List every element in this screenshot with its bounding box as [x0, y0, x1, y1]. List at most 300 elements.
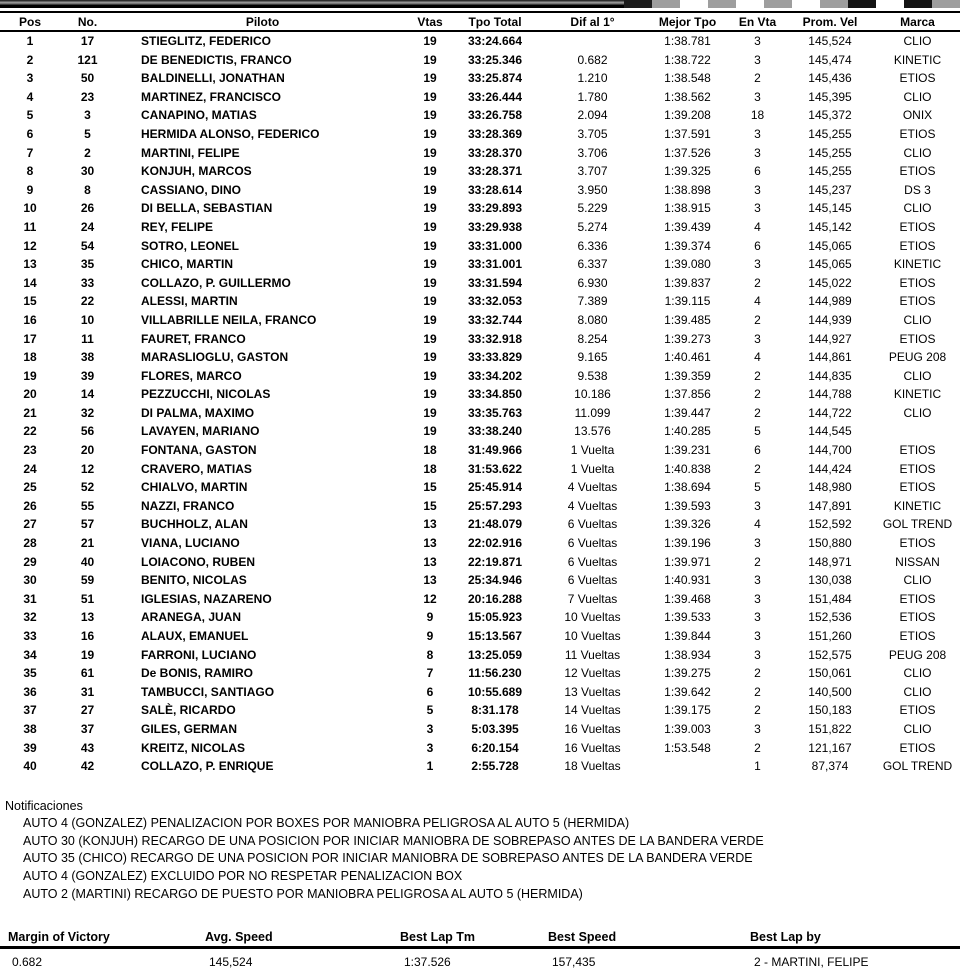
- cell-tpo-total: 22:19.871: [467, 554, 523, 569]
- cell-prom-vel: 87,374: [811, 759, 849, 774]
- cell-pos: 35: [23, 666, 37, 681]
- summary-value-avg-speed: 145,524: [209, 954, 253, 969]
- cell-vtas: 13: [423, 573, 437, 588]
- cell-prom-vel: 145,372: [808, 108, 852, 123]
- cell-en-vta: 2: [754, 554, 761, 569]
- cell-prom-vel: 140,500: [808, 684, 852, 699]
- cell-no: 27: [80, 703, 95, 718]
- cell-prom-vel: 144,989: [808, 294, 852, 309]
- cell-prom-vel: 145,022: [808, 275, 852, 290]
- cell-tpo-total: 33:32.053: [467, 294, 523, 309]
- cell-marca: ETIOS: [899, 740, 936, 755]
- cell-vtas: 19: [423, 312, 437, 327]
- cell-dif-al-1: 13.576: [574, 424, 611, 439]
- cell-pos: 13: [23, 257, 37, 272]
- cell-no: 61: [80, 666, 95, 681]
- cell-vtas: 19: [423, 164, 437, 179]
- cell-en-vta: 5: [754, 424, 761, 439]
- table-row: [0, 627, 960, 646]
- cell-pos: 34: [23, 647, 37, 662]
- cell-prom-vel: 152,536: [808, 610, 852, 625]
- cell-pos: 2: [26, 52, 34, 67]
- cell-vtas: 19: [423, 238, 437, 253]
- cell-dif-al-1: 3.705: [577, 126, 608, 141]
- cell-prom-vel: 150,183: [808, 703, 852, 718]
- cell-pos: 3: [26, 71, 34, 86]
- cell-prom-vel: 145,142: [808, 219, 852, 234]
- cell-no: 19: [80, 647, 95, 662]
- cell-mejor-tpo: 1:40.838: [664, 461, 711, 476]
- cell-tpo-total: 33:33.829: [467, 350, 523, 365]
- cell-vtas: 7: [426, 666, 434, 681]
- cell-vtas: 5: [426, 703, 434, 718]
- cell-mejor-tpo: 1:39.971: [664, 554, 711, 569]
- cell-prom-vel: 148,980: [808, 480, 852, 495]
- cell-no: 121: [77, 52, 98, 67]
- cell-tpo-total: 20:16.288: [467, 591, 523, 606]
- cell-pos: 40: [23, 759, 37, 774]
- cell-en-vta: 3: [754, 331, 761, 346]
- flag-block: [932, 0, 960, 8]
- cell-vtas: 12: [423, 591, 437, 606]
- cell-piloto: GILES, GERMAN: [141, 721, 238, 736]
- cell-prom-vel: 145,065: [808, 257, 852, 272]
- summary-label-avg-speed: Avg. Speed: [205, 929, 273, 944]
- cell-vtas: 9: [426, 629, 434, 643]
- cell-dif-al-1: 4 Vueltas: [567, 498, 618, 513]
- cell-en-vta: 5: [754, 480, 761, 495]
- cell-no: 32: [80, 405, 95, 420]
- cell-piloto: VILLABRILLE NEILA, FRANCO: [141, 312, 317, 327]
- table-row: [0, 497, 960, 516]
- notifications-list: [5, 815, 960, 904]
- cell-piloto: MARTINI, FELIPE: [141, 145, 240, 160]
- table-row: [0, 739, 960, 758]
- cell-tpo-total: 33:32.918: [467, 331, 523, 346]
- table-row: [0, 720, 960, 739]
- cell-dif-al-1: 16 Vueltas: [564, 721, 621, 736]
- cell-piloto: PEZZUCCHI, NICOLAS: [141, 387, 271, 402]
- flag-block: [624, 0, 652, 8]
- cell-piloto: MARTINEZ, FRANCISCO: [141, 89, 281, 104]
- cell-piloto: VIANA, LUCIANO: [141, 536, 240, 551]
- cell-piloto: MARASLIOGLU, GASTON: [141, 350, 289, 365]
- cell-vtas: 18: [423, 443, 437, 458]
- cell-tpo-total: 11:56.230: [468, 666, 522, 681]
- cell-dif-al-1: 5.229: [577, 201, 608, 216]
- cell-no: 59: [80, 573, 95, 588]
- cell-tpo-total: 33:26.758: [467, 108, 523, 123]
- cell-piloto: FONTANA, GASTON: [141, 443, 257, 458]
- cell-tpo-total: 33:25.346: [467, 52, 523, 67]
- table-row: [0, 571, 960, 590]
- cell-prom-vel: 145,255: [808, 145, 852, 160]
- cell-vtas: 15: [423, 480, 437, 495]
- cell-dif-al-1: 6.930: [577, 275, 608, 290]
- cell-mejor-tpo: 1:39.326: [664, 517, 711, 532]
- cell-vtas: 19: [423, 294, 437, 309]
- cell-mejor-tpo: 1:40.285: [664, 424, 711, 439]
- table-row: [0, 441, 960, 460]
- cell-pos: 20: [23, 387, 37, 402]
- cell-no: 23: [80, 89, 95, 104]
- cell-piloto: BENITO, NICOLAS: [141, 573, 247, 588]
- cell-pos: 18: [23, 350, 37, 365]
- cell-pos: 26: [23, 498, 37, 513]
- cell-piloto: BUCHHOLZ, ALAN: [141, 517, 248, 532]
- cell-en-vta: 3: [754, 591, 761, 606]
- cell-vtas: 3: [426, 721, 434, 736]
- cell-piloto: IGLESIAS, NAZARENO: [141, 591, 272, 606]
- cell-marca: CLIO: [903, 666, 932, 681]
- summary-value-best-lap-tm: 1:37.526: [404, 954, 451, 969]
- cell-vtas: 9: [426, 610, 434, 625]
- cell-dif-al-1: 6 Vueltas: [567, 554, 618, 569]
- table-row: [0, 237, 960, 256]
- cell-en-vta: 4: [754, 294, 761, 309]
- cell-dif-al-1: 9.538: [577, 368, 608, 383]
- cell-piloto: LAVAYEN, MARIANO: [141, 424, 260, 439]
- cell-prom-vel: 150,061: [808, 666, 852, 681]
- notification-item: AUTO 30 (KONJUH) RECARGO DE UNA POSICION POR INICIAR MANIOBRA DE SOBREPASO ANTES DE LA BANDERA VERDE: [23, 833, 764, 848]
- cell-marca: CLIO: [903, 89, 932, 104]
- cell-vtas: 19: [423, 108, 437, 123]
- cell-no: 57: [80, 517, 95, 532]
- cell-mejor-tpo: 1:39.642: [664, 684, 711, 699]
- cell-tpo-total: 10:55.689: [467, 684, 523, 699]
- cell-tpo-total: 33:31.594: [467, 275, 523, 290]
- cell-dif-al-1: 18 Vueltas: [564, 759, 621, 774]
- cell-tpo-total: 33:31.001: [467, 257, 523, 272]
- cell-en-vta: 2: [754, 461, 761, 476]
- cell-pos: 37: [23, 703, 37, 718]
- cell-marca: ETIOS: [899, 331, 936, 346]
- cell-vtas: 19: [423, 257, 437, 272]
- table-row: [0, 162, 960, 181]
- cell-en-vta: 3: [754, 89, 761, 104]
- cell-pos: 7: [26, 145, 34, 160]
- cell-prom-vel: 147,891: [808, 498, 852, 513]
- cell-piloto: TAMBUCCI, SANTIAGO: [141, 684, 275, 699]
- cell-piloto: DI BELLA, SEBASTIAN: [141, 201, 273, 216]
- cell-prom-vel: 145,237: [808, 182, 852, 197]
- cell-mejor-tpo: 1:40.461: [664, 350, 711, 365]
- summary-value-margin-of-victory: 0.682: [12, 954, 43, 969]
- cell-mejor-tpo: [645, 757, 730, 776]
- table-row: [0, 181, 960, 200]
- cell-prom-vel: 145,524: [808, 34, 852, 48]
- cell-pos: 16: [23, 312, 37, 327]
- cell-pos: 5: [26, 108, 34, 123]
- flag-block: [848, 0, 876, 8]
- cell-prom-vel: 150,880: [808, 536, 852, 551]
- cell-tpo-total: 33:34.850: [467, 387, 523, 402]
- cell-marca: PEUG 208: [888, 350, 947, 365]
- table-row: [0, 385, 960, 404]
- cell-vtas: 19: [423, 126, 437, 141]
- cell-en-vta: 3: [754, 257, 761, 272]
- cell-pos: 19: [23, 368, 37, 383]
- cell-en-vta: 3: [754, 145, 761, 160]
- cell-mejor-tpo: 1:37.591: [664, 126, 711, 141]
- cell-dif-al-1: [540, 31, 645, 51]
- cell-vtas: 6: [426, 684, 434, 699]
- cell-pos: 12: [23, 238, 37, 253]
- table-row: [0, 199, 960, 218]
- cell-mejor-tpo: 1:39.844: [664, 629, 711, 643]
- table-row: [0, 422, 960, 441]
- table-row: [0, 460, 960, 479]
- cell-tpo-total: 15:05.923: [467, 610, 523, 625]
- table-row: [0, 255, 960, 274]
- summary-label-best-lap-by: Best Lap by: [750, 929, 821, 944]
- cell-marca: ETIOS: [899, 461, 936, 476]
- summary-label-best-speed: Best Speed: [548, 929, 617, 944]
- cell-prom-vel: 144,861: [808, 350, 852, 365]
- cell-dif-al-1: 2.094: [577, 108, 608, 123]
- cell-pos: 31: [23, 591, 37, 606]
- cell-prom-vel: 152,575: [808, 647, 852, 662]
- cell-en-vta: 3: [754, 573, 761, 588]
- cell-no: 52: [80, 480, 95, 495]
- cell-dif-al-1: 14 Vueltas: [564, 703, 621, 718]
- cell-marca: [875, 422, 960, 441]
- cell-dif-al-1: 6.336: [577, 238, 608, 253]
- summary-value-best-speed: 157,435: [552, 954, 596, 969]
- cell-vtas: 19: [423, 34, 437, 48]
- cell-marca: KINETIC: [893, 498, 942, 513]
- col-header-tpo-total: Tpo Total: [450, 12, 540, 31]
- cell-vtas: 19: [423, 71, 437, 86]
- cell-vtas: 15: [423, 498, 437, 513]
- cell-mejor-tpo: 1:37.856: [664, 387, 711, 402]
- cell-piloto: FAURET, FRANCO: [141, 331, 246, 346]
- checkered-flag-strip: [0, 0, 960, 8]
- cell-marca: KINETIC: [893, 52, 942, 67]
- col-header-vtas: Vtas: [410, 12, 450, 31]
- cell-mejor-tpo: 1:39.439: [664, 219, 711, 234]
- cell-pos: 36: [23, 684, 37, 699]
- cell-vtas: 19: [423, 145, 437, 160]
- cell-tpo-total: 33:38.240: [467, 424, 523, 439]
- cell-en-vta: 6: [754, 238, 761, 253]
- cell-marca: CLIO: [903, 312, 932, 327]
- cell-en-vta: 2: [754, 684, 761, 699]
- table-row: [0, 348, 960, 367]
- cell-no: 3: [84, 108, 91, 123]
- cell-no: 10: [80, 312, 95, 327]
- cell-mejor-tpo: 1:39.273: [664, 331, 711, 346]
- cell-mejor-tpo: 1:39.231: [664, 443, 711, 458]
- cell-mejor-tpo: 1:38.694: [664, 480, 711, 495]
- cell-prom-vel: 145,255: [808, 126, 852, 141]
- cell-dif-al-1: 10.186: [574, 387, 611, 402]
- summary-section: [0, 930, 960, 969]
- table-row: [0, 330, 960, 349]
- cell-pos: 39: [23, 740, 37, 755]
- cell-piloto: CANAPINO, MATIAS: [141, 108, 257, 123]
- cell-marca: ETIOS: [899, 591, 936, 606]
- cell-vtas: 19: [423, 182, 437, 197]
- cell-mejor-tpo: 1:39.533: [664, 610, 711, 625]
- cell-vtas: 19: [423, 424, 437, 439]
- cell-dif-al-1: 16 Vueltas: [564, 740, 621, 755]
- cell-no: 24: [80, 219, 95, 234]
- cell-prom-vel: 144,927: [808, 331, 852, 346]
- cell-mejor-tpo: 1:39.593: [664, 498, 711, 513]
- cell-mejor-tpo: 1:39.374: [664, 238, 711, 253]
- cell-marca: ETIOS: [899, 443, 936, 458]
- cell-mejor-tpo: 1:38.915: [664, 201, 711, 216]
- cell-mejor-tpo: 1:39.175: [664, 703, 711, 718]
- cell-pos: 27: [23, 517, 37, 532]
- cell-marca: GOL TREND: [882, 759, 953, 774]
- cell-tpo-total: 25:45.914: [467, 480, 523, 495]
- notification-item: AUTO 35 (CHICO) RECARGO DE UNA POSICION POR INICIAR MANIOBRA DE SOBREPASO ANTES DE LA BANDERA VERDE: [23, 851, 753, 866]
- cell-prom-vel: 144,424: [808, 461, 852, 476]
- cell-en-vta: 4: [754, 517, 761, 532]
- cell-prom-vel: 144,545: [808, 424, 852, 439]
- cell-prom-vel: 145,436: [808, 71, 852, 86]
- cell-en-vta: 3: [754, 52, 761, 67]
- cell-tpo-total: 33:24.664: [467, 34, 523, 48]
- cell-dif-al-1: 10 Vueltas: [564, 629, 621, 643]
- results-table: [0, 11, 960, 776]
- table-row: [0, 646, 960, 665]
- cell-piloto: COLLAZO, P. ENRIQUE: [141, 759, 274, 774]
- cell-tpo-total: 33:34.202: [467, 368, 523, 383]
- cell-vtas: 13: [423, 554, 437, 569]
- cell-mejor-tpo: 1:39.196: [664, 536, 711, 551]
- cell-piloto: REY, FELIPE: [141, 219, 214, 234]
- cell-pos: 25: [23, 480, 37, 495]
- cell-no: 35: [80, 257, 95, 272]
- cell-en-vta: 3: [754, 610, 761, 625]
- cell-tpo-total: 33:29.893: [467, 201, 523, 216]
- results-table-body: [0, 31, 960, 776]
- cell-no: 5: [84, 126, 91, 141]
- cell-pos: 22: [23, 424, 37, 439]
- table-row: [0, 367, 960, 386]
- table-row: [0, 664, 960, 683]
- notification-item: AUTO 4 (GONZALEZ) PENALIZACION POR BOXES POR MANIOBRA PELIGROSA AL AUTO 5 (HERMIDA): [23, 815, 630, 830]
- cell-en-vta: 2: [754, 312, 761, 327]
- cell-piloto: KREITZ, NICOLAS: [141, 740, 245, 755]
- cell-pos: 32: [23, 610, 37, 625]
- cell-piloto: CHIALVO, MARTIN: [141, 480, 248, 495]
- cell-dif-al-1: 9.165: [577, 350, 608, 365]
- cell-marca: CLIO: [903, 201, 932, 216]
- cell-en-vta: 1: [754, 759, 761, 774]
- cell-prom-vel: 145,255: [808, 164, 852, 179]
- cell-dif-al-1: 10 Vueltas: [564, 610, 621, 625]
- cell-mejor-tpo: 1:39.468: [664, 591, 711, 606]
- cell-dif-al-1: 7 Vueltas: [567, 591, 618, 606]
- col-header-marca: Marca: [875, 12, 960, 31]
- cell-marca: ETIOS: [899, 536, 936, 551]
- flag-block: [736, 0, 764, 8]
- cell-marca: ETIOS: [899, 275, 936, 290]
- table-row: [0, 292, 960, 311]
- cell-no: 51: [80, 591, 95, 606]
- cell-tpo-total: 15:13.567: [467, 629, 523, 643]
- cell-piloto: STIEGLITZ, FEDERICO: [141, 34, 272, 48]
- cell-marca: GOL TREND: [882, 517, 953, 532]
- col-header-en-vta: En Vta: [730, 12, 785, 31]
- cell-marca: ETIOS: [899, 703, 936, 718]
- cell-pos: 30: [23, 573, 37, 588]
- flag-block: [876, 0, 904, 8]
- cell-no: 55: [80, 498, 95, 513]
- summary-value-best-lap-by: 2 - MARTINI, FELIPE: [754, 954, 869, 969]
- cell-prom-vel: 152,592: [808, 517, 852, 532]
- cell-en-vta: 18: [750, 108, 765, 123]
- notification-item: AUTO 2 (MARTINI) RECARGO DE PUESTO POR MANIOBRA PELIGROSA AL AUTO 5 (HERMIDA): [23, 886, 583, 901]
- cell-vtas: 8: [426, 647, 434, 662]
- cell-no: 22: [80, 294, 95, 309]
- cell-dif-al-1: 0.682: [577, 52, 608, 67]
- cell-dif-al-1: 1.780: [577, 89, 608, 104]
- col-header-mejor-tpo: Mejor Tpo: [645, 12, 730, 31]
- cell-tpo-total: 33:32.744: [467, 312, 523, 327]
- cell-mejor-tpo: 1:38.781: [664, 34, 711, 48]
- table-row: [0, 31, 960, 51]
- cell-pos: 8: [26, 164, 34, 179]
- cell-mejor-tpo: 1:39.080: [664, 257, 711, 272]
- cell-prom-vel: 145,395: [808, 89, 852, 104]
- cell-en-vta: 3: [754, 647, 761, 662]
- cell-no: 17: [80, 34, 95, 48]
- cell-marca: CLIO: [903, 368, 932, 383]
- cell-tpo-total: 21:48.079: [467, 517, 523, 532]
- cell-piloto: SALÈ, RICARDO: [141, 703, 236, 718]
- table-row: [0, 701, 960, 720]
- notifications-section: [0, 798, 960, 904]
- cell-en-vta: 3: [754, 34, 761, 48]
- table-row: [0, 144, 960, 163]
- table-row: [0, 311, 960, 330]
- cell-no: 54: [80, 238, 95, 253]
- cell-mejor-tpo: 1:39.325: [664, 164, 711, 179]
- flag-block: [792, 0, 820, 8]
- cell-no: 42: [80, 759, 95, 774]
- cell-prom-vel: 144,700: [808, 443, 852, 458]
- cell-no: 33: [80, 275, 95, 290]
- cell-en-vta: 2: [754, 275, 761, 290]
- cell-prom-vel: 145,145: [808, 201, 852, 216]
- cell-prom-vel: 145,065: [808, 238, 852, 253]
- table-row: [0, 404, 960, 423]
- cell-no: 38: [80, 350, 95, 365]
- cell-en-vta: 2: [754, 71, 761, 86]
- cell-tpo-total: 13:25.059: [467, 647, 523, 662]
- cell-mejor-tpo: 1:39.275: [664, 666, 711, 681]
- checkered-strip-blocks: [624, 0, 960, 8]
- cell-vtas: 19: [423, 219, 437, 234]
- cell-prom-vel: 151,484: [808, 591, 852, 606]
- cell-mejor-tpo: 1:39.115: [664, 294, 711, 309]
- cell-tpo-total: 31:49.966: [467, 443, 523, 458]
- flag-block: [820, 0, 848, 8]
- cell-tpo-total: 5:03.395: [471, 721, 519, 736]
- cell-tpo-total: 33:28.369: [467, 126, 523, 141]
- cell-marca: ETIOS: [899, 294, 936, 309]
- cell-marca: KINETIC: [893, 257, 942, 272]
- cell-pos: 24: [23, 461, 37, 476]
- cell-en-vta: 3: [754, 201, 761, 216]
- cell-mejor-tpo: 1:38.722: [664, 52, 711, 67]
- cell-pos: 21: [23, 405, 37, 420]
